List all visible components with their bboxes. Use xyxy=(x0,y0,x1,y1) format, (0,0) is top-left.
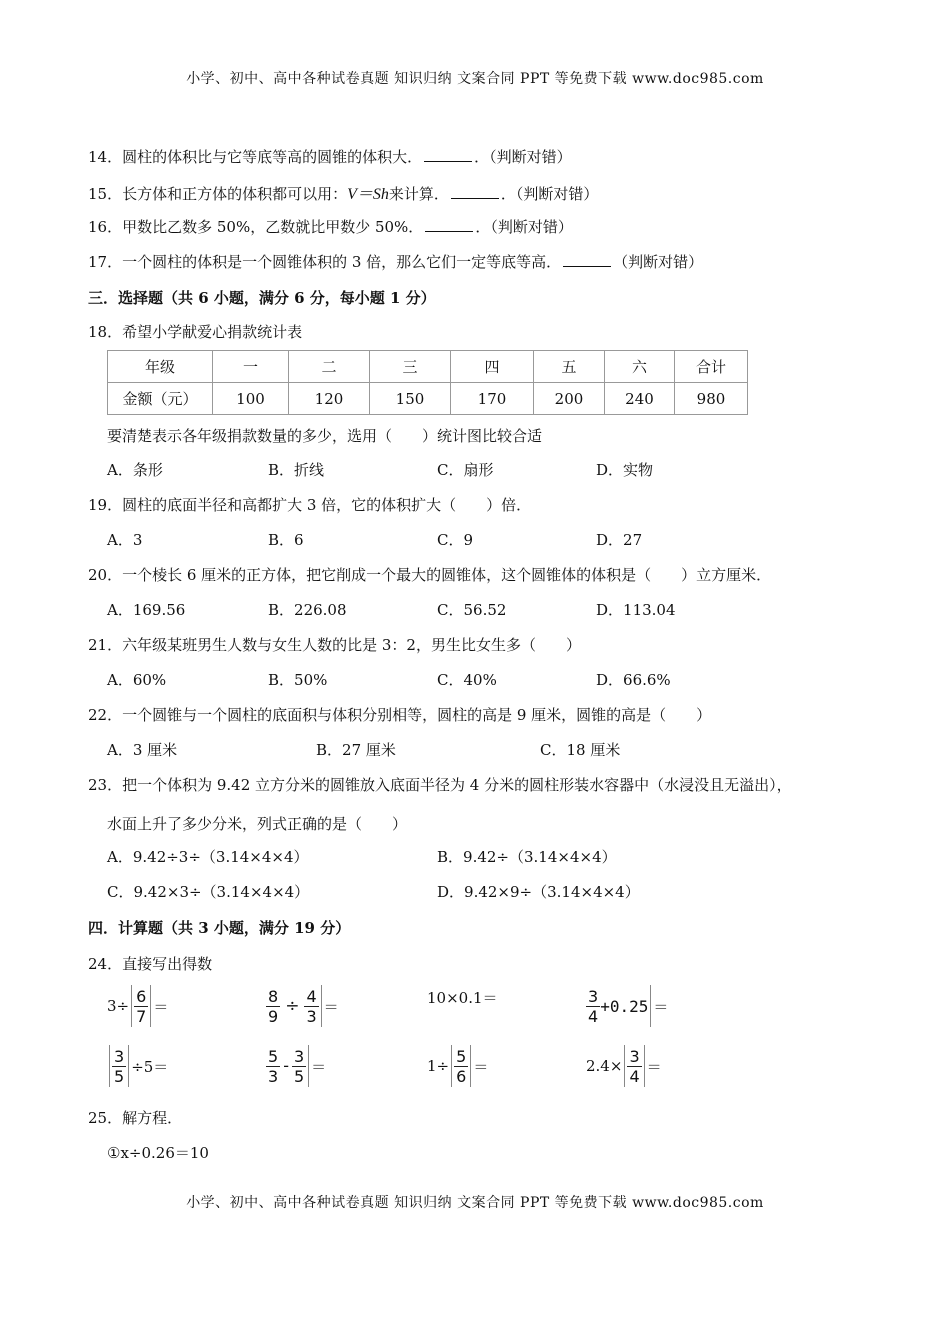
answer-blank[interactable] xyxy=(451,184,499,199)
calc-item-7: 1÷ $\frac{5}{6}$ ＝ xyxy=(427,1046,489,1086)
option-a[interactable]: A．条形 xyxy=(107,461,163,479)
question-15: 15．长方体和正方体的体积都可以用：V＝Sh来计算． ．（判断对错） xyxy=(88,185,599,203)
fraction: $\frac{5}{6}$ xyxy=(456,1046,467,1086)
option-d[interactable]: D．9.42×9÷（3.14×4×4） xyxy=(437,883,640,901)
section-heading-4: 四．计算题（共 3 小题，满分 19 分） xyxy=(88,919,351,937)
table-header-row xyxy=(108,351,748,383)
calc-item-6: $\frac{5}{3}$ - $\frac{3}{5}$ ＝ xyxy=(268,1046,327,1086)
fraction: $\frac{3}{5}$ xyxy=(293,1046,305,1086)
table-cell: 三 xyxy=(370,351,451,383)
calc-item-2: $\frac{8}{9}$ ÷ $\frac{4}{3}$ ＝ xyxy=(268,986,339,1026)
option-a[interactable]: A．169.56 xyxy=(107,601,186,619)
table-cell: 240 xyxy=(605,383,675,415)
table-cell: 200 xyxy=(534,383,605,415)
calc-item-8: 2.4× $\frac{3}{4}$ ＝ xyxy=(586,1046,662,1086)
calc-item-1: 3÷ $\frac{6}{7}$ ＝ xyxy=(107,986,169,1026)
option-c[interactable]: C．9.42×3÷（3.14×4×4） xyxy=(107,883,310,901)
question-18-title: 18．希望小学献爱心捐款统计表 xyxy=(88,323,303,341)
calc-item-3: 10×0.1＝ xyxy=(427,989,498,1007)
question-14: 14．圆柱的体积比与它等底等高的圆锥的体积大． ．（判断对错） xyxy=(88,148,572,166)
page-header: 小学、初中、高中各种试卷真题 知识归纳 文案合同 PPT 等免费下载 www.doc985.com xyxy=(186,71,764,87)
calc-item-4: $\frac{3}{4}$ +0.25 ＝ xyxy=(588,986,669,1026)
answer-blank[interactable] xyxy=(425,217,473,232)
question-16: 16．甲数比乙数多 50%，乙数就比甲数少 50%． ．（判断对错） xyxy=(88,218,573,236)
table-cell: 二 xyxy=(289,351,370,383)
equation-1: ①x÷0.26＝10 xyxy=(107,1144,209,1162)
fraction: $\frac{3}{4}$ xyxy=(629,1046,640,1086)
option-b[interactable]: B．9.42÷（3.14×4×4） xyxy=(437,848,617,866)
fraction: $\frac{3}{5}$ xyxy=(114,1046,125,1086)
option-c[interactable]: C．9 xyxy=(437,531,474,549)
option-a[interactable]: A．3 厘米 xyxy=(107,741,178,759)
option-b[interactable]: B．6 xyxy=(268,531,304,549)
fraction: $\frac{6}{7}$ xyxy=(136,986,147,1026)
table-cell: 五 xyxy=(534,351,605,383)
table-cell: 四 xyxy=(451,351,534,383)
table-cell: 150 xyxy=(370,383,451,415)
page-footer: 小学、初中、高中各种试卷真题 知识归纳 文案合同 PPT 等免费下载 www.doc985.com xyxy=(186,1195,764,1211)
table-cell: 年级 xyxy=(108,351,213,383)
fraction: $\frac{4}{3}$ xyxy=(306,986,317,1026)
fraction: $\frac{3}{4}$ xyxy=(588,986,599,1026)
section-heading-3: 三．选择题（共 6 小题，满分 6 分，每小题 1 分） xyxy=(88,289,436,307)
answer-blank[interactable] xyxy=(563,252,611,267)
question-20: 20．一个棱长 6 厘米的正方体，把它削成一个最大的圆锥体，这个圆锥体的体积是（ ）立方厘米． xyxy=(88,566,772,584)
question-24-title: 24．直接写出得数 xyxy=(88,955,213,973)
question-25-title: 25．解方程． xyxy=(88,1109,183,1127)
table-cell: 合计 xyxy=(675,351,748,383)
fraction: $\frac{5}{3}$ xyxy=(268,1046,279,1086)
option-a[interactable]: A．3 xyxy=(107,531,143,549)
option-a[interactable]: A．9.42÷3÷（3.14×4×4） xyxy=(107,848,309,866)
table-cell: 100 xyxy=(213,383,289,415)
answer-blank[interactable] xyxy=(424,147,472,162)
option-d[interactable]: D．实物 xyxy=(596,461,654,479)
option-b[interactable]: B．226.08 xyxy=(268,601,347,619)
table-cell: 一 xyxy=(213,351,289,383)
table-row xyxy=(108,383,748,415)
table-cell: 170 xyxy=(451,383,534,415)
option-d[interactable]: D．66.6% xyxy=(596,671,671,689)
option-d[interactable]: D．27 xyxy=(596,531,643,549)
table-cell: 六 xyxy=(605,351,675,383)
option-b[interactable]: B．折线 xyxy=(268,461,325,479)
option-c[interactable]: C．18 厘米 xyxy=(540,741,621,759)
fraction: $\frac{8}{9}$ xyxy=(268,986,279,1026)
table-cell: 金额（元） xyxy=(108,383,213,415)
question-21: 21．六年级某班男生人数与女生人数的比是 3：2，男生比女生多（ ） xyxy=(88,636,581,654)
option-c[interactable]: C．扇形 xyxy=(437,461,494,479)
table-cell: 980 xyxy=(675,383,748,415)
donation-table xyxy=(107,350,748,415)
option-b[interactable]: B．27 厘米 xyxy=(316,741,396,759)
formula: V＝Sh xyxy=(347,186,389,203)
option-a[interactable]: A．60% xyxy=(107,671,167,689)
option-c[interactable]: C．40% xyxy=(437,671,497,689)
question-17: 17．一个圆柱的体积是一个圆锥体积的 3 倍，那么它们一定等底等高． （判断对错） xyxy=(88,253,704,271)
option-c[interactable]: C．56.52 xyxy=(437,601,507,619)
option-b[interactable]: B．50% xyxy=(268,671,328,689)
question-22: 22．一个圆锥与一个圆柱的底面积与体积分别相等，圆柱的高是 9 厘米，圆锥的高是（ ） xyxy=(88,706,712,724)
question-19: 19．圆柱的底面半径和高都扩大 3 倍，它的体积扩大（ ）倍． xyxy=(88,496,532,514)
calc-item-5: $\frac{3}{5}$ ÷5＝ xyxy=(107,1045,168,1087)
table-cell: 120 xyxy=(289,383,370,415)
question-18-prompt: 要清楚表示各年级捐款数量的多少，选用（ ）统计图比较合适 xyxy=(107,427,543,445)
question-23-line1: 23．把一个体积为 9.42 立方分米的圆锥放入底面半径为 4 分米的圆柱形装水容器中（水浸没且无溢出）， xyxy=(88,776,792,794)
option-d[interactable]: D．113.04 xyxy=(596,601,676,619)
question-23-line2: 水面上升了多少分米，列式正确的是（ ） xyxy=(107,815,408,833)
